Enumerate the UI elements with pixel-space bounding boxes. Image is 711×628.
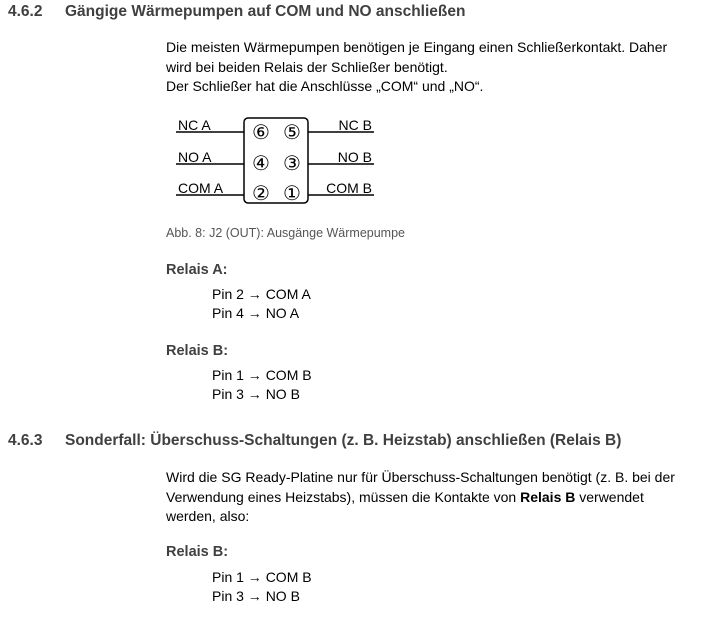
relais-a-pin: Pin 4 → NO A [212, 305, 300, 321]
label-nc-a: NC A [178, 117, 211, 133]
paragraph-line: Der Schließer hat die Anschlüsse „COM“ und „NO“. [166, 78, 484, 94]
pin-2: ② [252, 183, 270, 205]
intro-paragraph [166, 38, 667, 97]
relais-a-pin: Pin 2 → COM A [212, 286, 311, 302]
paragraph-line: wird bei beiden Relais der Schließer benötigt. [166, 58, 448, 75]
section-number: 4.6.2 [8, 3, 43, 20]
relais-b-title-2: Relais B: [166, 544, 229, 560]
paragraph-line: Die meisten Wärmepumpen benötigen je Eingang einen Schließerkontakt. Daher [166, 39, 668, 55]
relais-a-title: Relais A: [166, 262, 228, 278]
relais-b-pin: Pin 1 → COM B [212, 367, 312, 383]
relais-b-pin: Pin 3 → NO B [212, 386, 300, 402]
section-title: Sonderfall: Überschuss-Schaltungen (z. B. Heizstab) anschließen (Relais B) [65, 432, 622, 449]
relais-b-pin: Pin 1 → COM B [212, 569, 312, 585]
section-number: 4.6.3 [8, 432, 43, 449]
label-no-a: NO A [178, 149, 212, 165]
relais-b-title: Relais B: [166, 343, 229, 359]
section-heading-4-6-2 [8, 3, 465, 21]
pin-5: ⑤ [283, 122, 301, 144]
paragraph-line: Wird die SG Ready-Platine nur für Überschuss-Schaltungen benötigt (z. B. bei der [166, 469, 675, 485]
paragraph-line: werden, also: [166, 508, 250, 524]
connector-diagram [176, 113, 376, 208]
relais-b-pin: Pin 3 → NO B [212, 588, 300, 604]
paragraph-line [166, 488, 675, 508]
label-no-b: NO B [337, 149, 372, 165]
figure-caption: Abb. 8: J2 (OUT): Ausgänge Wärmepumpe [166, 226, 405, 240]
label-nc-b: NC B [338, 117, 372, 133]
special-case-paragraph [166, 468, 675, 527]
pin-6: ⑥ [252, 122, 270, 144]
pin-1: ① [283, 183, 301, 205]
label-com-b: COM B [326, 180, 372, 196]
pin-4: ④ [252, 153, 270, 175]
paragraph-text: Verwendung eines Heizstabs), müssen die Kontakte von [166, 488, 521, 505]
label-com-a: COM A [178, 180, 224, 196]
paragraph-text: verwendet [575, 488, 644, 505]
section-title: Gängige Wärmepumpen auf COM und NO anschließen [65, 3, 466, 20]
pin-3: ③ [283, 153, 301, 175]
relais-b-emphasis: Relais B [520, 488, 576, 505]
section-heading-4-6-3 [8, 432, 621, 450]
